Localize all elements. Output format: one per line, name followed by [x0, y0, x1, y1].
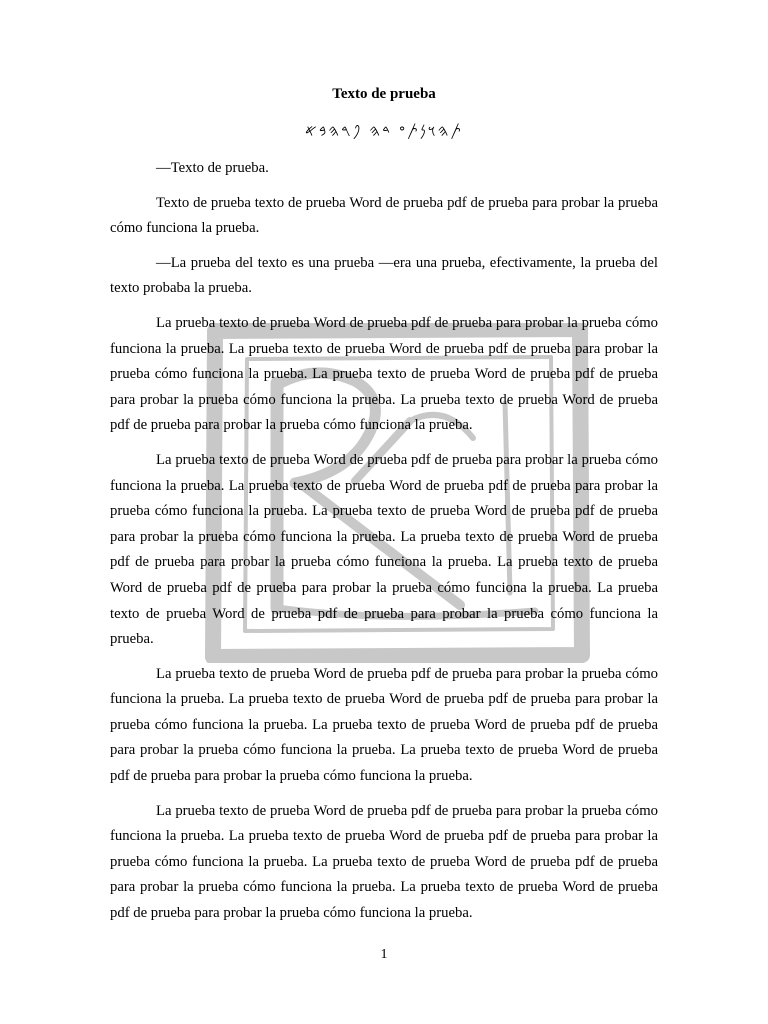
- paragraph-3: —La prueba del texto es una prueba —era una prueba, efectivamente, la prueba del texto probaba la prueba.: [110, 254, 658, 297]
- paragraph-1: —Texto de prueba.: [156, 160, 269, 176]
- document-title: Texto de prueba: [332, 86, 436, 102]
- paragraph-5: La prueba texto de prueba Word de prueba pdf de prueba para probar la prueba cómo funciona la prueba. La prueba texto de prueba Word de prueba pdf de prueba para probar la prueba cómo funciona la prueba. La prueba texto de prueba Word de prueba pdf de prueba para probar la prueba cómo funciona la prueba. La prueba texto de prueba Word de prueba pdf de prueba para probar la prueba cómo funciona la prueba. La prueba texto de prueba Word de prueba pdf de prueba para probar la prueba cómo funciona la prueba. La prueba texto de prueba Word de prueba pdf de prueba para probar la prueba cómo funciona la prueba.: [110, 451, 658, 648]
- page-number: 1: [380, 947, 388, 962]
- paragraph-7: La prueba texto de prueba Word de prueba pdf de prueba para probar la prueba cómo funciona la prueba. La prueba texto de prueba Word de prueba pdf de prueba para probar la prueba cómo funciona la prueba. La prueba texto de prueba Word de prueba pdf de prueba para probar la prueba cómo funciona la prueba. La prueba texto de prueba Word de prueba pdf de prueba para probar la prueba cómo funciona la prueba.: [110, 802, 658, 922]
- document-subtitle-script: 𐤕𐤄𐤅𐤍𐤕𐤏 𐤃𐤄 𐤐𐤓𐤄𐤁𐤀: [305, 121, 463, 140]
- paragraph-6: La prueba texto de prueba Word de prueba pdf de prueba para probar la prueba cómo funciona la prueba. La prueba texto de prueba Word de prueba pdf de prueba para probar la prueba cómo funciona la prueba. La prueba texto de prueba Word de prueba pdf de prueba para probar la prueba cómo funciona la prueba. La prueba texto de prueba Word de prueba pdf de prueba para probar la prueba cómo funciona la prueba.: [110, 665, 658, 785]
- paragraph-4: La prueba texto de prueba Word de prueba pdf de prueba para probar la prueba cómo funciona la prueba. La prueba texto de prueba Word de prueba pdf de prueba para probar la prueba cómo funciona la prueba. La prueba texto de prueba Word de prueba pdf de prueba para probar la prueba cómo funciona la prueba. La prueba texto de prueba Word de prueba pdf de prueba para probar la prueba cómo funciona la prueba.: [110, 314, 658, 434]
- document-body: [110, 82, 658, 936]
- paragraph-2: Texto de prueba texto de prueba Word de prueba pdf de prueba para probar la prueba cómo funciona la prueba.: [110, 194, 658, 237]
